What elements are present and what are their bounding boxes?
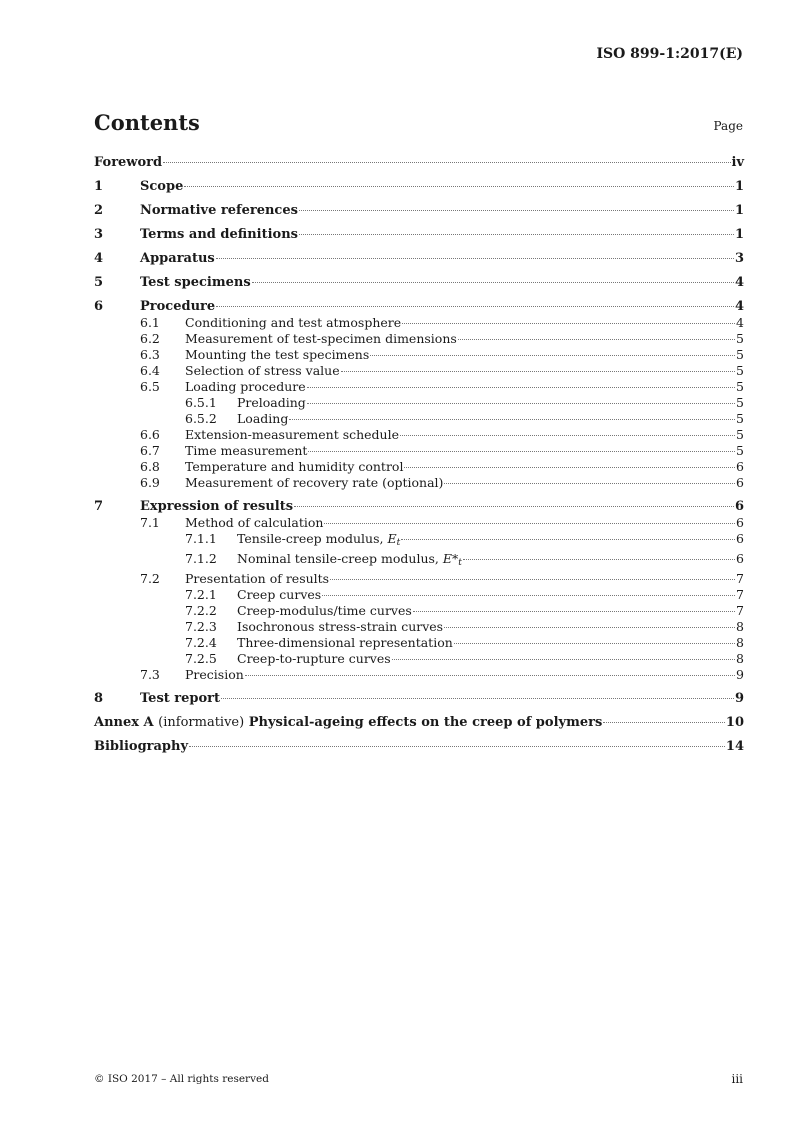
dot-leader <box>308 451 735 452</box>
dot-leader <box>245 675 735 676</box>
toc-number: 7.1 <box>140 515 160 530</box>
toc-page: 5 <box>736 363 744 378</box>
toc-number: 6 <box>94 299 104 314</box>
toc-title: Precision <box>185 667 244 682</box>
toc-number: 7.1.2 <box>185 551 217 566</box>
toc-page: 1 <box>734 227 744 242</box>
toc-page: 9 <box>734 691 744 706</box>
dot-leader <box>463 559 735 560</box>
dot-leader <box>216 258 734 259</box>
toc-page: 6 <box>736 459 744 474</box>
toc-number: 6.4 <box>140 363 160 378</box>
toc-entry-6-5-1[interactable] <box>94 395 744 411</box>
toc-entry-6-4[interactable] <box>94 363 744 379</box>
toc-page: 4 <box>734 275 744 290</box>
toc-page: 6 <box>736 551 744 566</box>
toc-entry-6-3[interactable] <box>94 347 744 363</box>
toc-number: 6.1 <box>140 315 160 330</box>
toc-number: 7.3 <box>140 667 160 682</box>
dot-leader <box>454 643 735 644</box>
toc-page: 5 <box>736 427 744 442</box>
toc-entry-7-2-4[interactable] <box>94 635 744 651</box>
toc-title: Normative references <box>140 203 298 218</box>
toc-title: Procedure <box>140 299 216 314</box>
toc-number: 6.8 <box>140 459 160 474</box>
toc-title: Bibliography <box>94 739 189 754</box>
toc-title: Temperature and humidity control <box>185 459 404 474</box>
dot-leader <box>413 611 735 612</box>
dot-leader <box>404 467 735 468</box>
toc-title: Expression of results <box>140 499 294 514</box>
toc-title: Creep-to-rupture curves <box>237 651 391 666</box>
copyright-notice: © ISO 2017 – All rights reserved <box>94 1073 269 1085</box>
dot-leader <box>289 419 735 420</box>
toc-number: 6.7 <box>140 443 160 458</box>
toc-title <box>237 551 462 571</box>
symbol-e: E <box>387 531 397 546</box>
toc-entry-7-2-1[interactable] <box>94 587 744 603</box>
symbol-e-star: E* <box>442 551 459 566</box>
toc-entry-foreword[interactable] <box>94 155 744 171</box>
toc-entry-6-8[interactable] <box>94 459 744 475</box>
dot-leader <box>400 435 735 436</box>
toc-title: Conditioning and test atmosphere <box>185 315 402 330</box>
toc-page: 9 <box>736 667 744 682</box>
toc-page: 10 <box>725 715 744 730</box>
toc-number: 6.6 <box>140 427 160 442</box>
toc-entry-normative-references[interactable] <box>94 203 744 219</box>
dot-leader <box>189 746 725 747</box>
toc-title: Preloading <box>237 395 306 410</box>
toc-number: 7.2.2 <box>185 603 217 618</box>
toc-number: 7.2.3 <box>185 619 217 634</box>
dot-leader <box>216 306 734 307</box>
dot-leader <box>370 355 735 356</box>
toc-title: Extension-measurement schedule <box>185 427 400 442</box>
toc-entry-scope[interactable] <box>94 179 744 195</box>
toc-page: 5 <box>736 395 744 410</box>
dot-leader <box>402 323 735 324</box>
toc-entry-test-report[interactable] <box>94 691 744 707</box>
page-column-label: Page <box>713 119 743 133</box>
toc-number: 6.2 <box>140 331 160 346</box>
toc-entry-6-6[interactable] <box>94 427 744 443</box>
toc-page: 6 <box>736 515 744 530</box>
dot-leader <box>330 579 735 580</box>
toc-entry-bibliography[interactable] <box>94 739 744 755</box>
table-of-contents <box>94 155 744 755</box>
dot-leader <box>307 387 735 388</box>
toc-page: 5 <box>736 331 744 346</box>
toc-page: 8 <box>736 635 744 650</box>
toc-page: 5 <box>736 443 744 458</box>
toc-title: Test specimens <box>140 275 251 290</box>
toc-number: 4 <box>94 251 104 266</box>
toc-page: 5 <box>736 379 744 394</box>
toc-entry-6-9[interactable] <box>94 475 744 491</box>
toc-title: Measurement of recovery rate (optional) <box>185 475 444 490</box>
dot-leader <box>401 539 735 540</box>
toc-entry-expression-of-results[interactable] <box>94 499 744 515</box>
toc-number: 1 <box>94 179 104 194</box>
toc-page: 7 <box>736 603 744 618</box>
toc-title: Scope <box>140 179 184 194</box>
toc-entry-7-2-3[interactable] <box>94 619 744 635</box>
toc-entry-apparatus[interactable] <box>94 251 744 267</box>
dot-leader <box>392 659 735 660</box>
toc-number: 7.2.5 <box>185 651 217 666</box>
toc-page: 7 <box>736 587 744 602</box>
toc-page: 3 <box>734 251 744 266</box>
symbol-subscript: t <box>458 558 462 568</box>
annex-label: Annex A <box>94 715 154 730</box>
toc-entry-7-2-2[interactable] <box>94 603 744 619</box>
dot-leader <box>221 698 734 699</box>
toc-number: 7 <box>94 499 104 514</box>
toc-entry-terms-definitions[interactable] <box>94 227 744 243</box>
toc-page: 8 <box>736 619 744 634</box>
toc-title <box>94 715 602 731</box>
toc-title: Apparatus <box>140 251 215 266</box>
page-number: iii <box>731 1072 743 1086</box>
toc-page: 6 <box>736 475 744 490</box>
toc-page: 6 <box>736 531 744 546</box>
toc-page: 14 <box>725 739 744 754</box>
toc-entry-test-specimens[interactable] <box>94 275 744 291</box>
toc-title-text: Nominal tensile-creep modulus, <box>237 551 443 566</box>
dot-leader <box>341 371 735 372</box>
toc-page: 1 <box>734 179 744 194</box>
toc-entry-7-1-1[interactable] <box>94 531 744 551</box>
toc-number: 7.1.1 <box>185 531 217 546</box>
toc-number: 6.9 <box>140 475 160 490</box>
toc-number: 3 <box>94 227 104 242</box>
toc-title: Method of calculation <box>185 515 324 530</box>
toc-number: 6.5 <box>140 379 160 394</box>
toc-number: 6.5.1 <box>185 395 217 410</box>
toc-title-text: Tensile-creep modulus, <box>237 531 388 546</box>
dot-leader <box>307 403 735 404</box>
toc-title: Measurement of test-specimen dimensions <box>185 331 457 346</box>
toc-title: Three-dimensional representation <box>237 635 453 650</box>
toc-title: Isochronous stress-strain curves <box>237 619 444 634</box>
toc-page: 7 <box>736 571 744 586</box>
dot-leader <box>458 339 735 340</box>
dot-leader <box>252 282 734 283</box>
annex-title: Physical-ageing effects on the creep of polymers <box>248 715 603 730</box>
toc-title: Loading <box>237 411 289 426</box>
dot-leader <box>444 483 735 484</box>
dot-leader <box>603 722 725 723</box>
toc-number: 5 <box>94 275 104 290</box>
toc-number: 6.3 <box>140 347 160 362</box>
toc-entry-7-2[interactable] <box>94 571 744 587</box>
toc-title: Selection of stress value <box>185 363 340 378</box>
toc-number: 2 <box>94 203 104 218</box>
toc-entry-7-1-2[interactable] <box>94 551 744 571</box>
toc-page: 5 <box>736 411 744 426</box>
toc-title: Creep-modulus/time curves <box>237 603 412 618</box>
toc-number: 6.5.2 <box>185 411 217 426</box>
toc-number: 7.2 <box>140 571 160 586</box>
toc-title: Loading procedure <box>185 379 306 394</box>
toc-title: Presentation of results <box>185 571 330 586</box>
dot-leader <box>163 162 730 163</box>
toc-page: 6 <box>734 499 744 514</box>
dot-leader <box>184 186 734 187</box>
toc-title <box>237 531 400 551</box>
toc-title: Terms and definitions <box>140 227 298 242</box>
toc-entry-6-7[interactable] <box>94 443 744 459</box>
toc-title: Foreword <box>94 155 163 170</box>
document-id: ISO 899-1:2017(E) <box>596 46 743 62</box>
toc-entry-procedure[interactable] <box>94 299 744 315</box>
toc-page: iv <box>731 155 744 170</box>
toc-title: Time measurement <box>185 443 308 458</box>
toc-title: Creep curves <box>237 587 322 602</box>
toc-number: 7.2.1 <box>185 587 217 602</box>
toc-entry-6-5-2[interactable] <box>94 411 744 427</box>
toc-entry-6-2[interactable] <box>94 331 744 347</box>
toc-title: Mounting the test specimens <box>185 347 370 362</box>
toc-entry-annex-a[interactable] <box>94 715 744 731</box>
toc-entry-7-1[interactable] <box>94 515 744 531</box>
toc-number: 8 <box>94 691 104 706</box>
symbol-subscript: t <box>396 538 401 548</box>
toc-page: 4 <box>734 299 744 314</box>
toc-page: 8 <box>736 651 744 666</box>
toc-page: 1 <box>734 203 744 218</box>
toc-entry-6-5[interactable] <box>94 379 744 395</box>
toc-title: Test report <box>140 691 221 706</box>
dot-leader <box>299 234 734 235</box>
toc-page: 5 <box>736 347 744 362</box>
toc-entry-6-1[interactable] <box>94 315 744 331</box>
dot-leader <box>294 506 734 507</box>
annex-type: (informative) <box>158 715 245 730</box>
dot-leader <box>324 523 735 524</box>
toc-entry-7-2-5[interactable] <box>94 651 744 667</box>
dot-leader <box>322 595 735 596</box>
toc-number: 7.2.4 <box>185 635 217 650</box>
contents-title: Contents <box>94 110 200 135</box>
toc-entry-7-3[interactable] <box>94 667 744 683</box>
toc-page: 4 <box>736 315 744 330</box>
dot-leader <box>444 627 735 628</box>
dot-leader <box>299 210 734 211</box>
